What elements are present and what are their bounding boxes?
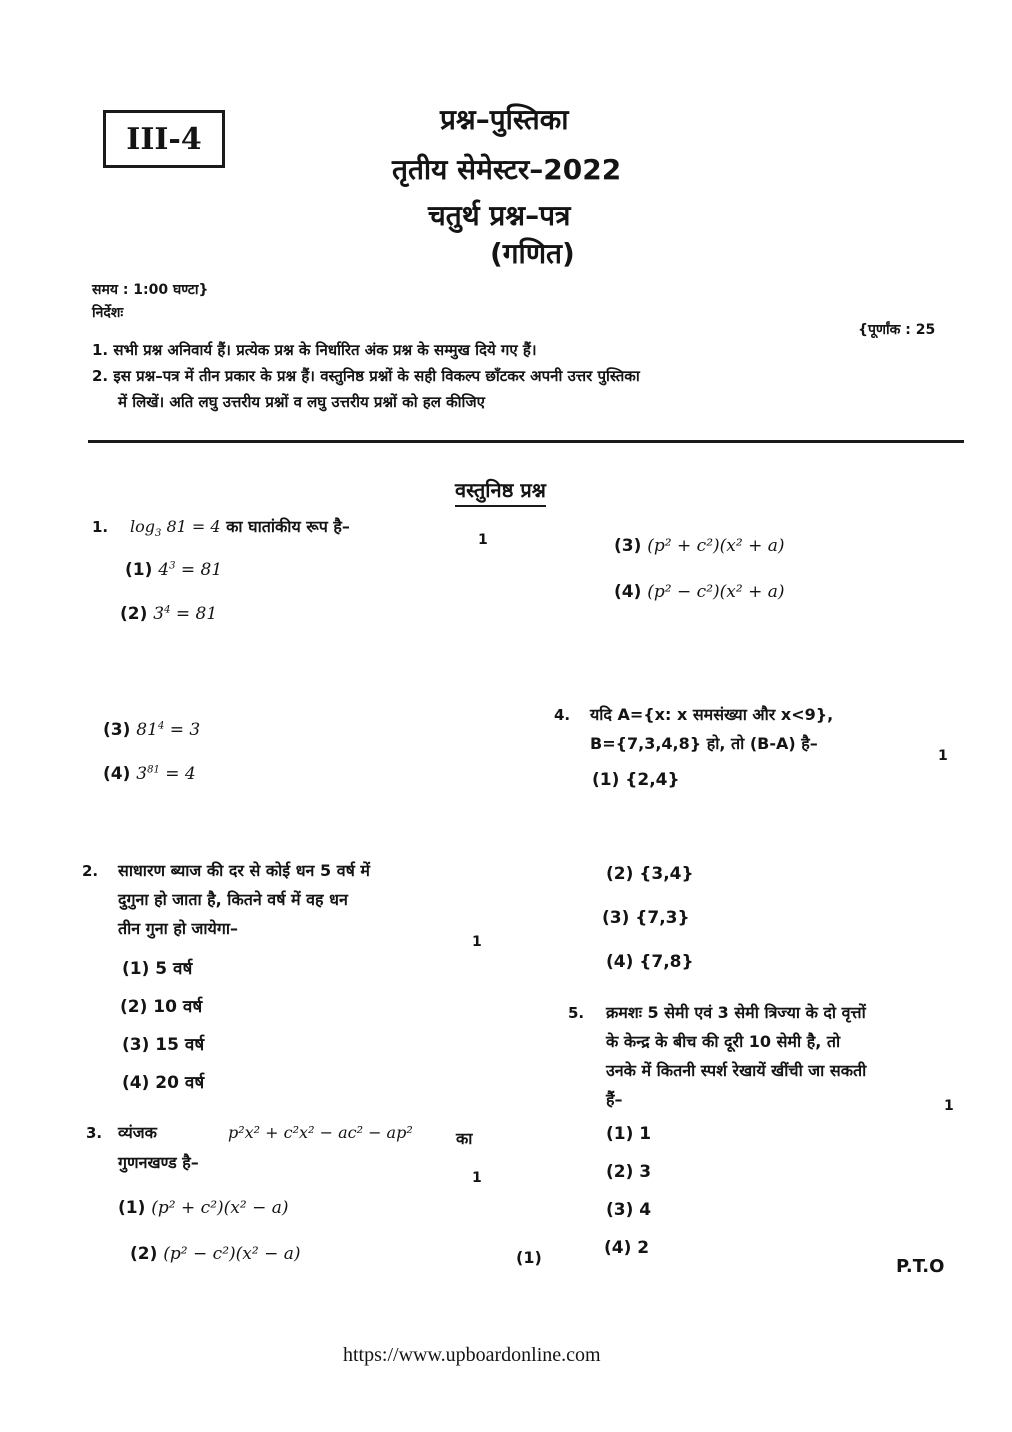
- paper-code: III-4: [126, 121, 202, 157]
- q1-option-3: [103, 720, 200, 740]
- section-title: वस्तुनिष्ठ प्रश्न: [455, 476, 546, 507]
- q3-number: 3.: [86, 1124, 103, 1142]
- q5-option-1: (1) 1: [606, 1124, 652, 1144]
- q3-marks: 1: [472, 1170, 482, 1186]
- q5-option-3: (3) 4: [606, 1200, 652, 1220]
- q3-option-1-label: (1): [118, 1198, 146, 1218]
- q2-line-3: तीन गुना हो जायेगा–: [118, 919, 238, 938]
- q2-marks: 1: [472, 934, 482, 950]
- q3-option-3-expr: (p² + c²)(x² + a): [647, 536, 785, 556]
- q2-line-2: दुगुना हो जाता है, कितने वर्ष में वह धन: [118, 890, 348, 909]
- q4-line-2: B={7,3,4,8} हो, तो (B-A) है–: [590, 734, 818, 753]
- q4-option-1: (1) {2,4}: [592, 770, 680, 790]
- q5-option-2: (2) 3: [606, 1162, 652, 1182]
- instruction-1: 1. सभी प्रश्न अनिवार्य हैं। प्रत्येक प्रश्न के निर्धारित अंक प्रश्न के सम्मुख दिये गए हैं।: [92, 341, 537, 359]
- semester-title: तृतीय सेमेस्टर–2022: [392, 153, 622, 186]
- q1-option-1: [125, 560, 222, 580]
- q1-log-base: 3: [155, 528, 162, 540]
- q3-option-4-label: (4): [614, 582, 642, 602]
- q3-label: व्यंजक: [118, 1123, 157, 1142]
- q1-number: 1.: [92, 518, 109, 536]
- q4-text: [590, 700, 833, 758]
- q5-text: [606, 998, 958, 1114]
- q3-option-2: [130, 1244, 301, 1264]
- q3-option-4: [614, 582, 785, 602]
- q2-text: [118, 856, 480, 943]
- q4-number: 4.: [554, 706, 571, 724]
- page-number: (1): [516, 1248, 542, 1267]
- instruction-2-line-2: में लिखें। अति लघु उत्तरीय प्रश्नों व लघु उत्तरीय प्रश्नों को हल कीजिए: [118, 393, 485, 411]
- q1-option-1-rhs: = 81: [175, 560, 223, 580]
- q1-option-2-base: 3: [153, 604, 165, 624]
- q2-option-4: (4) 20 वर्ष: [122, 1073, 205, 1093]
- q1-option-2: [120, 604, 217, 624]
- q1-option-4-base: 3: [136, 764, 148, 784]
- q3-option-3: [614, 536, 785, 556]
- time-allowed: समय : 1:00 घण्टा}: [92, 282, 209, 298]
- q3-option-2-expr: (p² − c²)(x² − a): [163, 1244, 301, 1264]
- q1-log: log: [130, 517, 155, 536]
- instruction-2-line-1: 2. इस प्रश्न–पत्र में तीन प्रकार के प्रश्न हैं। वस्तुनिष्ठ प्रश्नों के सही विकल्प छाँटकर अपनी उत्तर पुस्तिका: [92, 367, 640, 385]
- q1-option-1-label: (1): [125, 560, 153, 580]
- q3-option-4-expr: (p² − c²)(x² + a): [647, 582, 785, 602]
- q2-option-3: (3) 15 वर्ष: [122, 1035, 205, 1055]
- q5-option-4: (4) 2: [604, 1238, 650, 1258]
- q2-number: 2.: [82, 862, 99, 880]
- paper-code-box: [103, 110, 225, 168]
- pto-label: P.T.O: [896, 1256, 945, 1277]
- q3-expression: [228, 1118, 413, 1147]
- max-marks: {पूर्णांक : 25: [858, 322, 936, 338]
- q1-option-2-exp: 4: [164, 604, 171, 616]
- q5-number: 5.: [568, 1004, 585, 1022]
- q1-option-1-exp: 3: [169, 560, 176, 572]
- q3-option-1-expr: (p² + c²)(x² − a): [151, 1198, 289, 1218]
- q3-ka: का: [456, 1129, 473, 1148]
- q1-option-3-rhs: = 3: [164, 720, 201, 740]
- q1-text: [130, 512, 350, 548]
- q1-option-4-exp: 81: [147, 764, 160, 776]
- header-divider: [88, 440, 964, 443]
- instructions-label: निर्देशः: [92, 305, 124, 321]
- q1-option-3-base: 81: [136, 720, 158, 740]
- q5-line-4: हैं–: [606, 1090, 623, 1109]
- q2-option-1: (1) 5 वर्ष: [122, 959, 193, 979]
- q5-line-1: क्रमशः 5 सेमी एवं 3 सेमी त्रिज्या के दो वृत्तों: [606, 1003, 866, 1022]
- booklet-title: प्रश्न–पुस्तिका: [440, 103, 569, 136]
- q3-option-1: [118, 1198, 289, 1218]
- q1-question: का घातांकीय रूप है–: [220, 517, 350, 536]
- q3-line-2: गुणनखण्ड है–: [118, 1153, 199, 1172]
- q1-option-1-base: 4: [158, 560, 170, 580]
- q4-option-3: (3) {7,3}: [602, 908, 690, 928]
- q4-line-1: यदि A={x: x समसंख्या और x<9},: [590, 705, 834, 724]
- q1-option-4-rhs: = 4: [159, 764, 196, 784]
- q1-log-rest: 81 = 4: [161, 517, 221, 536]
- q1-option-2-label: (2): [120, 604, 148, 624]
- subject-title: (गणित): [490, 237, 575, 270]
- footer-url: https://www.upboardonline.com: [343, 1344, 601, 1366]
- paper-title: चतुर्थ प्रश्न–पत्र: [428, 199, 571, 232]
- q1-option-3-label: (3): [103, 720, 131, 740]
- q3-option-3-label: (3): [614, 536, 642, 556]
- q2-option-2: (2) 10 वर्ष: [120, 997, 203, 1017]
- q1-option-4: [103, 764, 196, 784]
- q4-marks: 1: [938, 748, 948, 764]
- q5-line-3: उनके में कितनी स्पर्श रेखायें खींची जा सकती: [606, 1061, 867, 1080]
- q3-option-2-label: (2): [130, 1244, 158, 1264]
- q1-option-4-label: (4): [103, 764, 131, 784]
- q5-marks: 1: [944, 1098, 954, 1114]
- q4-option-2: (2) {3,4}: [606, 864, 694, 884]
- q4-option-4: (4) {7,8}: [606, 952, 694, 972]
- q5-line-2: के केन्द्र के बीच की दूरी 10 सेमी है, तो: [606, 1032, 841, 1051]
- q3-expression-text: p²x² + c²x² − ac² − ap²: [228, 1123, 413, 1142]
- q1-option-3-exp: 4: [157, 720, 165, 732]
- q1-marks: 1: [478, 532, 488, 548]
- q1-option-2-rhs: = 81: [170, 604, 218, 624]
- q2-line-1: साधारण ब्याज की दर से कोई धन 5 वर्ष में: [118, 861, 370, 880]
